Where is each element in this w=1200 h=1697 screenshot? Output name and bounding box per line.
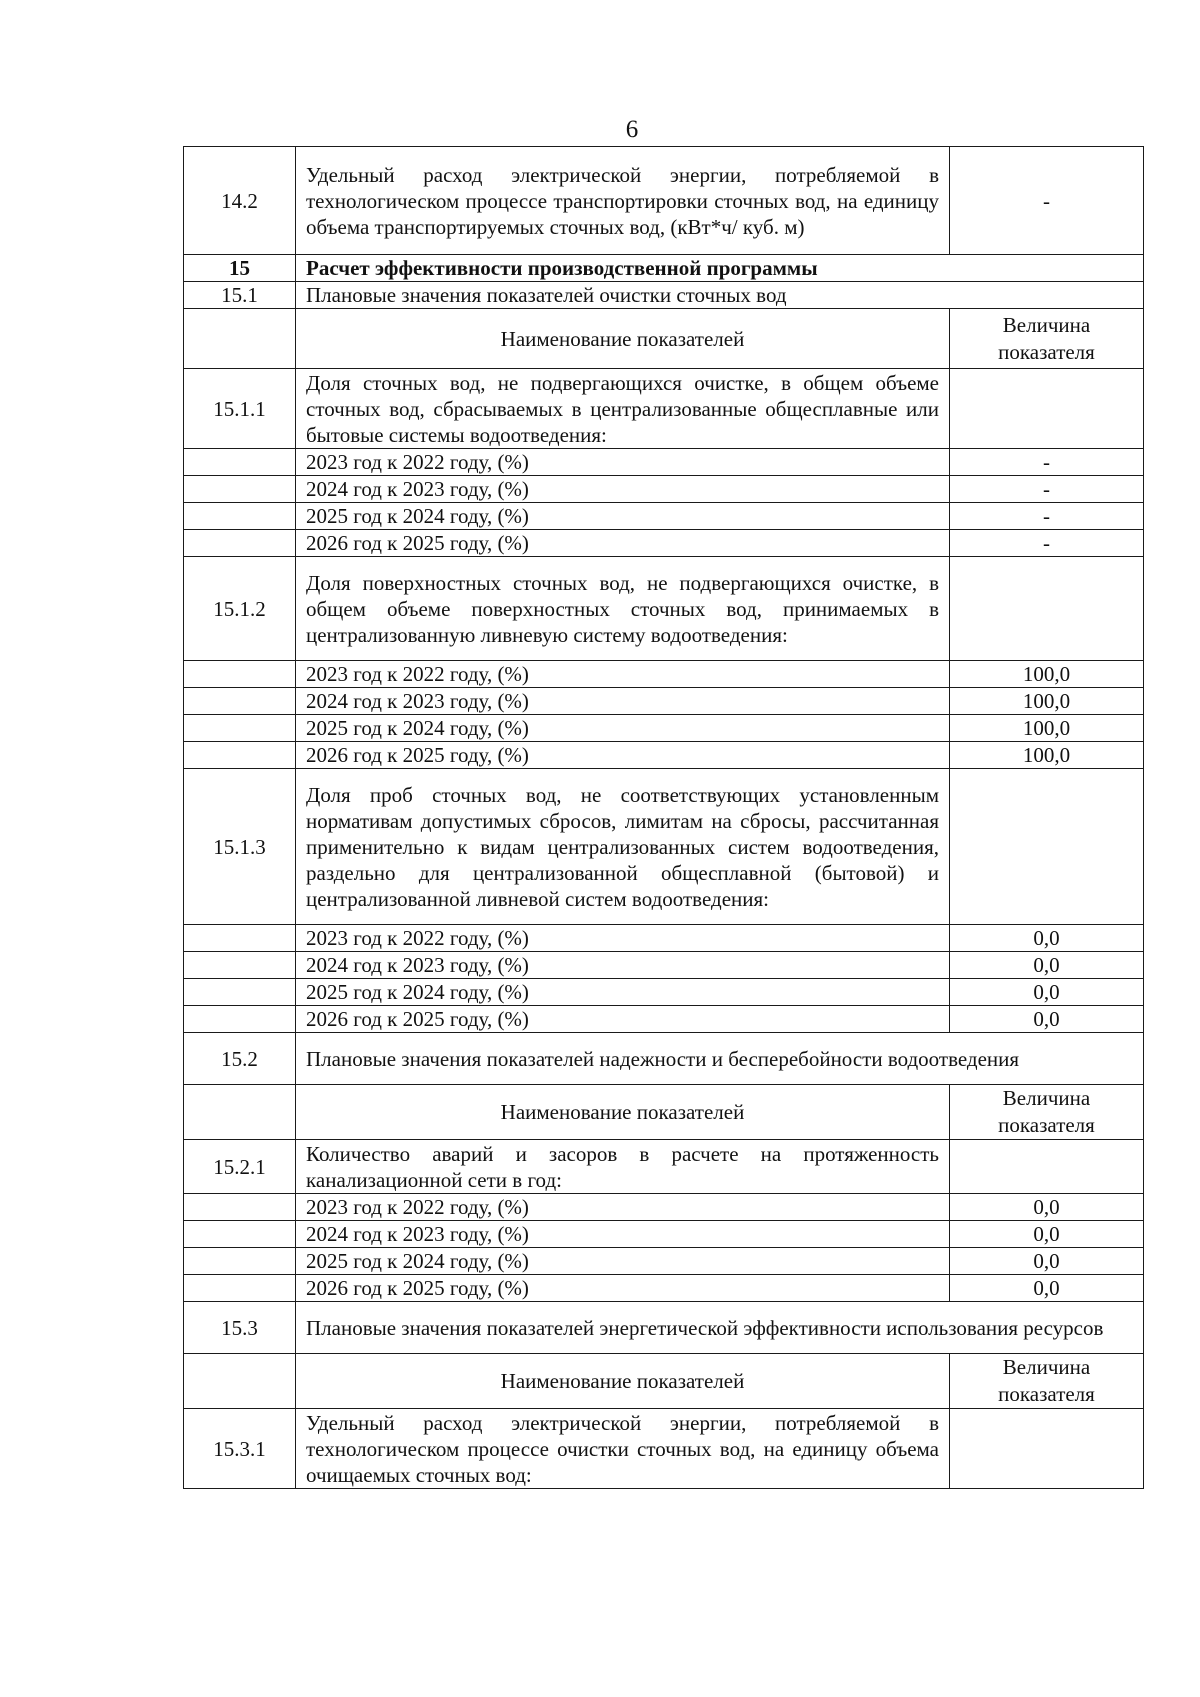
year-row bbox=[184, 1194, 1144, 1221]
year-value: 100,0 bbox=[950, 742, 1144, 769]
year-row bbox=[184, 661, 1144, 688]
year-label: 2025 год к 2024 году, (%) bbox=[296, 1248, 950, 1275]
indicators-table bbox=[183, 146, 1144, 1489]
year-row bbox=[184, 530, 1144, 557]
year-row bbox=[184, 1221, 1144, 1248]
header-value: Величина показателя bbox=[950, 1354, 1144, 1409]
header-value: Величина показателя bbox=[950, 309, 1144, 369]
year-label: 2024 год к 2023 году, (%) bbox=[296, 476, 950, 503]
year-row bbox=[184, 1275, 1144, 1302]
section-number: 15 bbox=[184, 255, 296, 282]
section-row-15-1 bbox=[184, 282, 1144, 309]
year-value: - bbox=[950, 476, 1144, 503]
section-title: Плановые значения показателей энергетической эффективности использования ресурсов bbox=[296, 1302, 1144, 1354]
year-value: 0,0 bbox=[950, 952, 1144, 979]
group-number: 15.3.1 bbox=[184, 1409, 296, 1489]
group-description: Доля поверхностных сточных вод, не подвергающихся очистке, в общем объеме поверхностных сточных вод, принимаемых в централизованную ливневую систему водоотведения: bbox=[296, 557, 950, 661]
year-row bbox=[184, 742, 1144, 769]
header-name: Наименование показателей bbox=[296, 1354, 950, 1409]
section-title: Плановые значения показателей надежности и бесперебойности водоотведения bbox=[296, 1033, 1144, 1085]
group-row-15-1-3 bbox=[184, 769, 1144, 925]
year-row bbox=[184, 925, 1144, 952]
year-value: - bbox=[950, 503, 1144, 530]
year-label: 2026 год к 2025 году, (%) bbox=[296, 530, 950, 557]
group-row-15-2-1 bbox=[184, 1140, 1144, 1194]
group-number: 15.2.1 bbox=[184, 1140, 296, 1194]
section-row-15-3 bbox=[184, 1302, 1144, 1354]
year-value: 0,0 bbox=[950, 1221, 1144, 1248]
year-row bbox=[184, 449, 1144, 476]
year-value: 100,0 bbox=[950, 715, 1144, 742]
section-number: 15.1 bbox=[184, 282, 296, 309]
year-value: 0,0 bbox=[950, 1275, 1144, 1302]
year-row bbox=[184, 688, 1144, 715]
group-row-15-3-1 bbox=[184, 1409, 1144, 1489]
header-row bbox=[184, 1354, 1144, 1409]
year-value: 0,0 bbox=[950, 1006, 1144, 1033]
year-label: 2023 год к 2022 году, (%) bbox=[296, 661, 950, 688]
group-number: 15.1.3 bbox=[184, 769, 296, 925]
header-row bbox=[184, 309, 1144, 369]
year-label: 2023 год к 2022 году, (%) bbox=[296, 1194, 950, 1221]
header-name: Наименование показателей bbox=[296, 309, 950, 369]
year-value: 100,0 bbox=[950, 661, 1144, 688]
year-label: 2024 год к 2023 году, (%) bbox=[296, 1221, 950, 1248]
section-row-15-2 bbox=[184, 1033, 1144, 1085]
header-value: Величина показателя bbox=[950, 1085, 1144, 1140]
group-number: 15.1.2 bbox=[184, 557, 296, 661]
year-label: 2026 год к 2025 году, (%) bbox=[296, 742, 950, 769]
page-number: 6 bbox=[625, 116, 639, 143]
year-label: 2024 год к 2023 году, (%) bbox=[296, 952, 950, 979]
year-row bbox=[184, 476, 1144, 503]
year-label: 2025 год к 2024 году, (%) bbox=[296, 979, 950, 1006]
group-number: 15.1.1 bbox=[184, 369, 296, 449]
row-number: 14.2 bbox=[184, 147, 296, 255]
section-title: Плановые значения показателей очистки сточных вод bbox=[296, 282, 1144, 309]
group-description: Доля проб сточных вод, не соответствующих установленным нормативам допустимых сбросов, лимитам на сбросы, рассчитанная применительно к видам централизованных систем водоотведения, раздельно для централизованной общесплавной (бытовой) и централизованной ливневой систем водоотведения: bbox=[296, 769, 950, 925]
group-description: Удельный расход электрической энергии, потребляемой в технологическом процессе очистки сточных вод, на единицу объема очищаемых сточных вод: bbox=[296, 1409, 950, 1489]
year-value: 0,0 bbox=[950, 925, 1144, 952]
group-description: Количество аварий и засоров в расчете на протяженность канализационной сети в год: bbox=[296, 1140, 950, 1194]
year-value: 0,0 bbox=[950, 979, 1144, 1006]
section-row-15 bbox=[184, 255, 1144, 282]
year-row bbox=[184, 952, 1144, 979]
year-label: 2023 год к 2022 году, (%) bbox=[296, 449, 950, 476]
year-value: - bbox=[950, 530, 1144, 557]
year-label: 2023 год к 2022 году, (%) bbox=[296, 925, 950, 952]
group-row-15-1-1 bbox=[184, 369, 1144, 449]
table-row-14-2 bbox=[184, 147, 1144, 255]
section-number: 15.3 bbox=[184, 1302, 296, 1354]
year-row bbox=[184, 1006, 1144, 1033]
year-value: - bbox=[950, 449, 1144, 476]
year-row bbox=[184, 1248, 1144, 1275]
year-label: 2025 год к 2024 году, (%) bbox=[296, 715, 950, 742]
year-row bbox=[184, 979, 1144, 1006]
row-value: - bbox=[950, 147, 1144, 255]
section-title: Расчет эффективности производственной программы bbox=[296, 255, 1144, 282]
year-row bbox=[184, 503, 1144, 530]
row-description: Удельный расход электрической энергии, потребляемой в технологическом процессе транспортировки сточных вод, на единицу объема транспортируемых сточных вод, (кВт*ч/ куб. м) bbox=[296, 147, 950, 255]
year-label: 2026 год к 2025 году, (%) bbox=[296, 1006, 950, 1033]
year-label: 2025 год к 2024 году, (%) bbox=[296, 503, 950, 530]
header-row bbox=[184, 1085, 1144, 1140]
group-row-15-1-2 bbox=[184, 557, 1144, 661]
year-row bbox=[184, 715, 1144, 742]
group-description: Доля сточных вод, не подвергающихся очистке, в общем объеме сточных вод, сбрасываемых в централизованные общесплавные или бытовые системы водоотведения: bbox=[296, 369, 950, 449]
year-label: 2024 год к 2023 году, (%) bbox=[296, 688, 950, 715]
year-value: 100,0 bbox=[950, 688, 1144, 715]
section-number: 15.2 bbox=[184, 1033, 296, 1085]
year-value: 0,0 bbox=[950, 1248, 1144, 1275]
year-value: 0,0 bbox=[950, 1194, 1144, 1221]
year-label: 2026 год к 2025 году, (%) bbox=[296, 1275, 950, 1302]
header-name: Наименование показателей bbox=[296, 1085, 950, 1140]
